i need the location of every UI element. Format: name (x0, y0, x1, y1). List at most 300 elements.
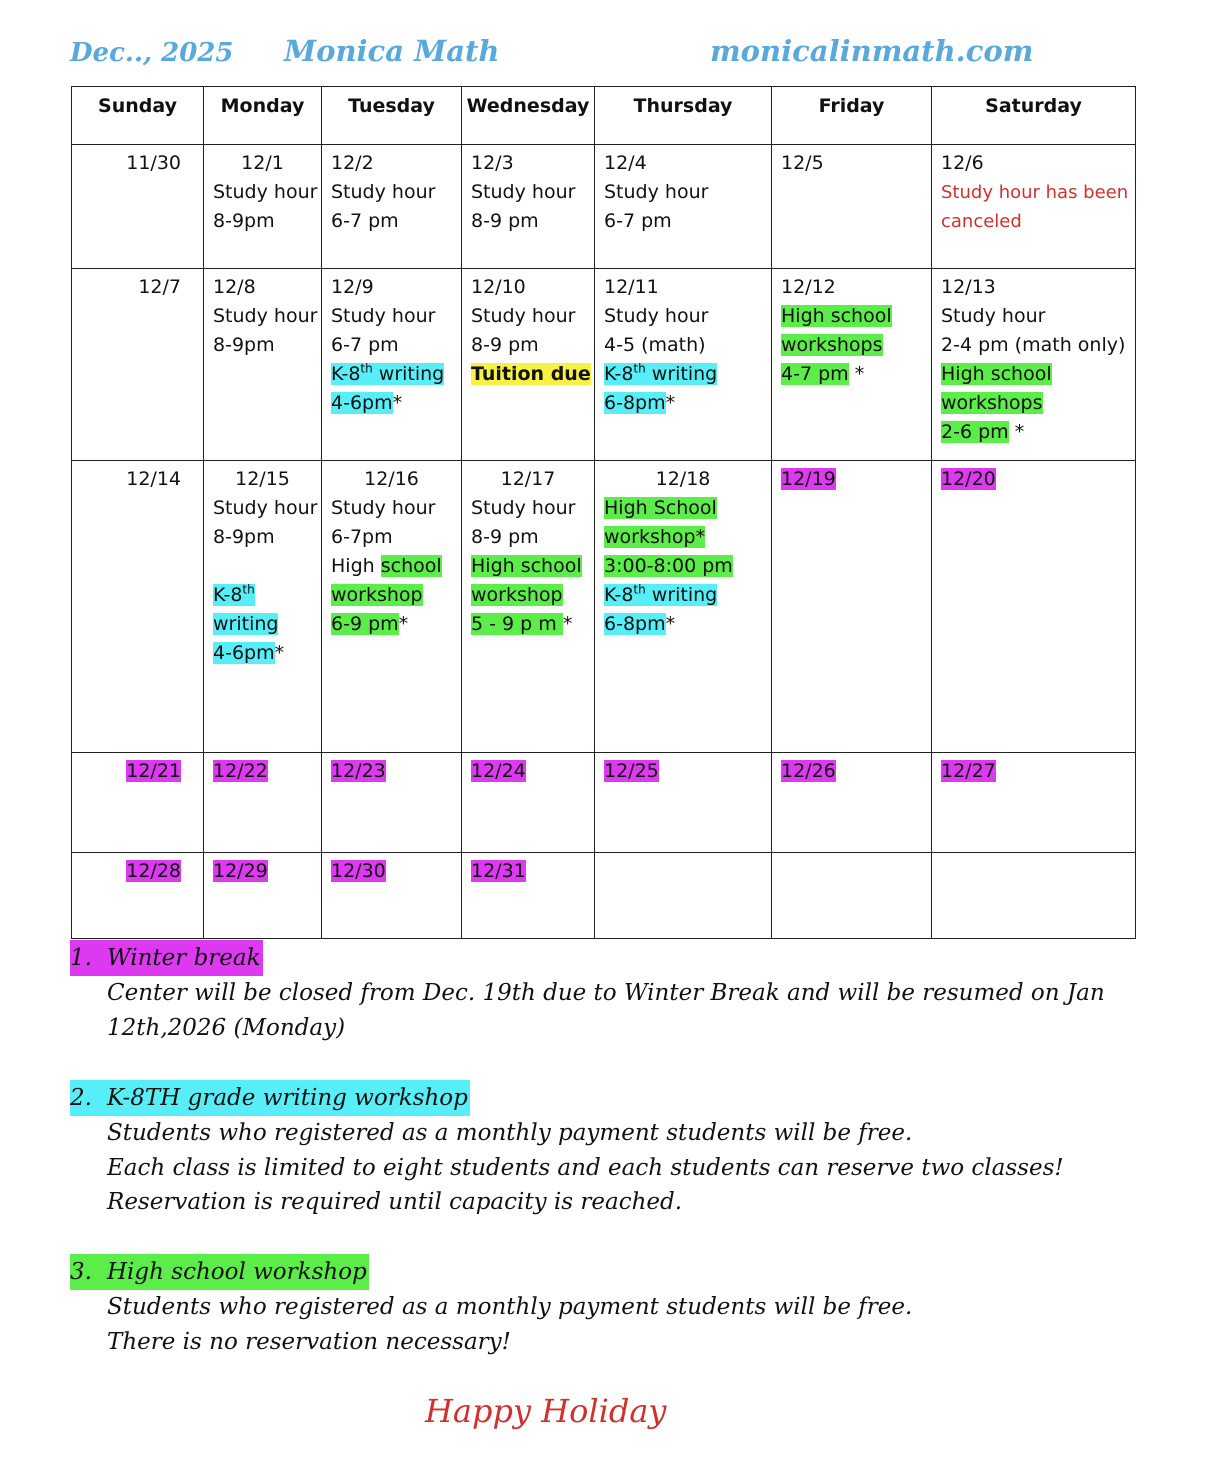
event-label: K-8 (331, 363, 361, 385)
event-text (604, 210, 672, 232)
note-title-text: Winter break (107, 945, 261, 971)
day-number-text: 12/27 (941, 760, 996, 782)
note-item (70, 1254, 1150, 1359)
event-line (213, 581, 321, 610)
day-cell[interactable] (772, 461, 932, 753)
note-item (70, 940, 1150, 1045)
event-text (941, 363, 1052, 385)
event-text (471, 334, 539, 356)
weekday-header-row (72, 87, 1136, 145)
day-number-text: 12/19 (781, 468, 836, 490)
event-text (604, 392, 666, 414)
day-number (213, 273, 321, 302)
event-label: 2-6 pm (941, 421, 1009, 443)
event-label: Study hour (941, 305, 1046, 327)
day-cell[interactable] (595, 145, 772, 269)
day-cell[interactable] (72, 269, 204, 461)
day-number (471, 757, 594, 786)
note-number: 3. (70, 1259, 92, 1285)
event-line (781, 360, 931, 389)
event-text (604, 181, 708, 203)
weekday-wednesday: Wednesday (462, 87, 595, 145)
day-number (471, 465, 594, 494)
event-label: 8-9 pm (471, 334, 539, 356)
day-number-text: 12/30 (331, 860, 386, 882)
day-number (81, 149, 203, 178)
event-text (213, 305, 317, 327)
event-label: 8-9pm (213, 210, 275, 232)
weekday-saturday: Saturday (932, 87, 1136, 145)
event-label: Study hour (604, 181, 709, 203)
day-number-text: 12/15 (235, 468, 290, 490)
event-label: 6-7 pm (331, 210, 399, 232)
event-line (331, 178, 461, 207)
event-text (781, 305, 892, 327)
week-row (72, 753, 1136, 853)
event-label: Study hour (471, 497, 576, 519)
event-label: workshop (331, 584, 423, 606)
event-line (471, 610, 594, 639)
event-line (471, 523, 594, 552)
event-line (213, 331, 321, 360)
day-cell[interactable] (204, 753, 322, 853)
note-body-line: Reservation is required until capacity is reached. (107, 1189, 683, 1215)
event-line (604, 207, 771, 236)
event-line (331, 302, 461, 331)
event-line (213, 207, 321, 236)
day-number (331, 465, 461, 494)
day-cell[interactable] (72, 853, 204, 939)
event-text (331, 613, 399, 635)
event-label: 6-7pm (331, 526, 393, 548)
event-line (941, 178, 1135, 236)
event-label-rest: writing (645, 363, 718, 385)
event-line (941, 418, 1135, 447)
event-text (471, 613, 563, 635)
day-cell[interactable] (462, 269, 595, 461)
day-number-text: 12/11 (604, 276, 659, 298)
event-label: school (380, 555, 442, 577)
event-text (213, 642, 275, 664)
event-label: Study hour (213, 305, 318, 327)
asterisk-mark: * (665, 392, 676, 414)
event-text (331, 584, 423, 606)
day-cell[interactable] (462, 461, 595, 753)
day-cell[interactable] (595, 753, 772, 853)
day-number (471, 857, 594, 886)
day-number (471, 149, 594, 178)
day-number-text: 12/2 (331, 152, 374, 174)
day-cell[interactable] (772, 145, 932, 269)
day-cell[interactable] (932, 753, 1136, 853)
day-number (941, 757, 1135, 786)
event-line (604, 610, 771, 639)
day-number-text: 12/5 (781, 152, 824, 174)
day-number (331, 273, 461, 302)
day-cell[interactable] (932, 145, 1136, 269)
event-line (213, 552, 321, 581)
event-text (604, 526, 705, 548)
event-text (331, 526, 393, 548)
event-label: 4-6pm (213, 642, 275, 664)
event-line (604, 178, 771, 207)
day-cell[interactable] (462, 145, 595, 269)
event-line (604, 331, 771, 360)
day-number (604, 149, 771, 178)
day-cell[interactable] (322, 145, 462, 269)
asterisk-mark: * (274, 642, 285, 664)
event-line (331, 207, 461, 236)
event-text (604, 584, 717, 606)
event-text (471, 210, 539, 232)
day-number (781, 757, 931, 786)
day-number-text: 12/25 (604, 760, 659, 782)
day-number (781, 465, 931, 494)
event-label: Study hour (213, 497, 318, 519)
event-line (781, 302, 931, 331)
event-label: 6-7 pm (604, 210, 672, 232)
ordinal-suffix: th (360, 361, 373, 376)
event-label: Study hour has been canceled (941, 182, 1129, 232)
event-label: 6-8pm (604, 392, 666, 414)
event-text (941, 334, 1125, 356)
event-text (381, 555, 442, 577)
event-text (471, 497, 575, 519)
event-line (213, 523, 321, 552)
day-number-text: 12/12 (781, 276, 836, 298)
day-number (81, 757, 203, 786)
day-number-text: 12/29 (213, 860, 268, 882)
event-line (471, 302, 594, 331)
day-cell[interactable] (932, 853, 1136, 939)
event-label: Study hour (331, 497, 436, 519)
day-number (213, 757, 321, 786)
ordinal-suffix: th (633, 361, 646, 376)
day-number (331, 757, 461, 786)
asterisk-mark: * (562, 613, 573, 635)
event-label: 4-7 pm (781, 363, 849, 385)
day-cell[interactable] (462, 753, 595, 853)
calendar-month: Dec.., 2025 (70, 38, 234, 68)
day-number-text: 12/22 (213, 760, 268, 782)
event-line (331, 552, 461, 581)
event-text (941, 305, 1045, 327)
day-number-text: 12/9 (331, 276, 374, 298)
event-label: 4-5 (math) (604, 334, 706, 356)
event-line (331, 331, 461, 360)
asterisk-mark: * (1008, 421, 1025, 443)
event-label: workshop* (604, 526, 706, 548)
event-line (213, 610, 321, 639)
note-title-text: K-8TH grade writing workshop (107, 1085, 468, 1111)
event-label: 8-9 pm (471, 210, 539, 232)
week-row (72, 461, 1136, 753)
event-line (471, 581, 594, 610)
ordinal-suffix: th (242, 582, 255, 597)
event-label: Study hour (471, 305, 576, 327)
day-number-text: 11/30 (126, 152, 181, 174)
weekday-monday: Monday (204, 87, 322, 145)
event-text (213, 497, 317, 519)
event-text (604, 497, 717, 519)
day-number-text: 12/4 (604, 152, 647, 174)
event-label: 6-8pm (604, 613, 666, 635)
asterisk-mark: * (665, 613, 676, 635)
event-text (941, 421, 1009, 443)
event-line (604, 302, 771, 331)
event-line (471, 360, 594, 389)
event-line (471, 331, 594, 360)
event-label: workshops (781, 334, 883, 356)
note-body-line: Students who registered as a monthly payment students will be free. (107, 1120, 913, 1146)
event-text (213, 334, 275, 356)
day-number-text: 12/20 (941, 468, 996, 490)
day-number (471, 273, 594, 302)
event-line (604, 389, 771, 418)
weekday-thursday: Thursday (595, 87, 772, 145)
event-text (471, 363, 591, 385)
event-line (941, 360, 1135, 389)
event-text (471, 584, 563, 606)
event-text (471, 555, 582, 577)
day-number-text: 12/3 (471, 152, 514, 174)
day-number-text: 12/16 (364, 468, 419, 490)
note-body-line: There is no reservation necessary! (107, 1328, 511, 1355)
day-cell[interactable] (204, 145, 322, 269)
day-number (331, 857, 461, 886)
event-text (331, 334, 399, 356)
event-text (604, 363, 717, 385)
weekday-friday: Friday (772, 87, 932, 145)
day-number (213, 857, 321, 886)
event-label: K-8 (604, 584, 634, 606)
calendar-table (71, 86, 1136, 939)
weekday-tuesday: Tuesday (322, 87, 462, 145)
day-number-text: 12/13 (941, 276, 996, 298)
day-number-text: 12/23 (331, 760, 386, 782)
day-number-text: 12/24 (471, 760, 526, 782)
event-label: High school (471, 555, 582, 577)
day-number-text: 12/28 (126, 860, 181, 882)
event-text (331, 392, 393, 414)
event-line (604, 523, 771, 552)
event-label: 3:00-8:00 pm (604, 555, 733, 577)
event-label: Study hour (331, 181, 436, 203)
note-number: 2. (70, 1085, 92, 1111)
event-label: High School (604, 497, 717, 519)
note-item (70, 1080, 1150, 1220)
event-label: High school (941, 363, 1052, 385)
event-line (213, 494, 321, 523)
event-line (213, 302, 321, 331)
event-line (331, 581, 461, 610)
day-number-text: 12/10 (471, 276, 526, 298)
event-label: 8-9 pm (471, 526, 539, 548)
day-cell[interactable] (72, 753, 204, 853)
day-cell[interactable] (204, 853, 322, 939)
event-text (604, 613, 666, 635)
event-text (331, 210, 399, 232)
event-label: K-8 (213, 584, 243, 606)
note-title (70, 1254, 369, 1290)
day-number (213, 465, 321, 494)
event-text (213, 584, 255, 606)
event-line (331, 494, 461, 523)
event-label: Study hour (331, 305, 436, 327)
day-number (941, 465, 1135, 494)
event-label: 6-9 pm (331, 613, 399, 635)
event-text (331, 363, 444, 385)
day-number-text: 12/26 (781, 760, 836, 782)
event-text (213, 613, 278, 635)
event-label: 8-9pm (213, 334, 275, 356)
note-number: 1. (70, 945, 92, 971)
event-line (471, 552, 594, 581)
event-text (604, 305, 708, 327)
event-label: 5 - 9 p m (471, 613, 563, 635)
event-text (941, 392, 1043, 414)
event-line (941, 389, 1135, 418)
day-cell[interactable] (595, 461, 772, 753)
day-cell[interactable] (322, 269, 462, 461)
weekday-sunday: Sunday (72, 87, 204, 145)
day-number-text: 12/1 (241, 152, 284, 174)
day-number-text: 12/17 (500, 468, 556, 490)
day-number-text: 12/7 (138, 276, 181, 298)
day-cell[interactable] (322, 461, 462, 753)
event-text (471, 181, 575, 203)
event-line (604, 494, 771, 523)
day-cell[interactable] (932, 269, 1136, 461)
event-text (781, 363, 849, 385)
day-cell[interactable] (462, 853, 595, 939)
event-text (331, 497, 435, 519)
event-line (941, 331, 1135, 360)
asterisk-mark: * (398, 613, 409, 635)
day-number (331, 149, 461, 178)
event-line (331, 360, 461, 389)
asterisk-mark: * (392, 392, 403, 414)
day-cell[interactable] (772, 269, 932, 461)
day-cell[interactable] (204, 461, 322, 753)
note-title (70, 940, 263, 976)
day-cell[interactable] (72, 145, 204, 269)
event-line (213, 178, 321, 207)
event-label: writing (213, 613, 279, 635)
event-text (471, 305, 575, 327)
day-cell[interactable] (772, 853, 932, 939)
event-line (781, 331, 931, 360)
day-number (604, 273, 771, 302)
note-body-line: 12th,2026 (Monday) (107, 1014, 346, 1041)
footer-greeting: Happy Holiday (425, 1392, 667, 1430)
day-number (81, 465, 203, 494)
day-number (781, 149, 931, 178)
event-label: workshop (471, 584, 563, 606)
note-body-line: Center will be closed from Dec. 19th due to Winter Break and will be resumed on Jan (107, 980, 1105, 1006)
business-name: Monica Math (284, 34, 500, 68)
note-title-text: High school workshop (107, 1259, 367, 1285)
event-line (604, 581, 771, 610)
event-label: Study hour (213, 181, 318, 203)
week-row (72, 145, 1136, 269)
day-number (213, 149, 321, 178)
day-number-text: 12/8 (213, 276, 256, 298)
event-line (941, 302, 1135, 331)
event-text (604, 334, 706, 356)
event-line (471, 178, 594, 207)
day-number-text: 12/31 (471, 860, 526, 882)
event-text (941, 182, 1128, 232)
day-number-text: 12/14 (126, 468, 181, 490)
day-cell[interactable] (322, 853, 462, 939)
day-cell[interactable] (322, 753, 462, 853)
day-cell[interactable] (772, 753, 932, 853)
event-label-rest: writing (372, 363, 445, 385)
day-cell[interactable] (595, 269, 772, 461)
note-body-line: Each class is limited to eight students and each students can reserve two classes! (107, 1154, 1064, 1181)
day-cell[interactable] (932, 461, 1136, 753)
event-text (331, 181, 435, 203)
day-number (781, 273, 931, 302)
event-prefix: High (331, 555, 381, 577)
ordinal-suffix: th (633, 582, 646, 597)
event-line (331, 389, 461, 418)
event-line (604, 360, 771, 389)
event-label: 2-4 pm (math only) (941, 334, 1126, 356)
event-label: 4-6pm (331, 392, 393, 414)
event-label: High school (781, 305, 892, 327)
day-number (604, 465, 771, 494)
event-text (781, 334, 883, 356)
event-label: K-8 (604, 363, 634, 385)
event-line (471, 207, 594, 236)
event-text (213, 181, 317, 203)
day-number (941, 149, 1135, 178)
day-number (81, 273, 203, 302)
event-text (213, 526, 275, 548)
event-line (331, 610, 461, 639)
event-label: 6-7 pm (331, 334, 399, 356)
day-cell[interactable] (72, 461, 204, 753)
day-number (604, 757, 771, 786)
event-line (213, 639, 321, 668)
event-label: Study hour (471, 181, 576, 203)
event-text (331, 305, 435, 327)
event-text (471, 526, 539, 548)
note-body-line: Students who registered as a monthly payment students will be free. (107, 1294, 913, 1320)
week-row (72, 269, 1136, 461)
website-link[interactable]: monicalinmath.com (710, 34, 1034, 68)
day-cell[interactable] (204, 269, 322, 461)
day-number-text: 12/6 (941, 152, 984, 174)
event-label-rest: writing (645, 584, 718, 606)
event-text (213, 210, 275, 232)
event-label: Study hour (604, 305, 709, 327)
note-title (70, 1080, 470, 1116)
asterisk-mark: * (848, 363, 865, 385)
event-line (471, 494, 594, 523)
day-number-text: 12/21 (126, 760, 181, 782)
event-line (604, 552, 771, 581)
event-line (331, 523, 461, 552)
day-number (941, 273, 1135, 302)
event-label: 8-9pm (213, 526, 275, 548)
week-row (72, 853, 1136, 939)
day-cell[interactable] (595, 853, 772, 939)
day-number-text: 12/18 (655, 468, 711, 490)
event-label: Tuition due (471, 363, 591, 385)
